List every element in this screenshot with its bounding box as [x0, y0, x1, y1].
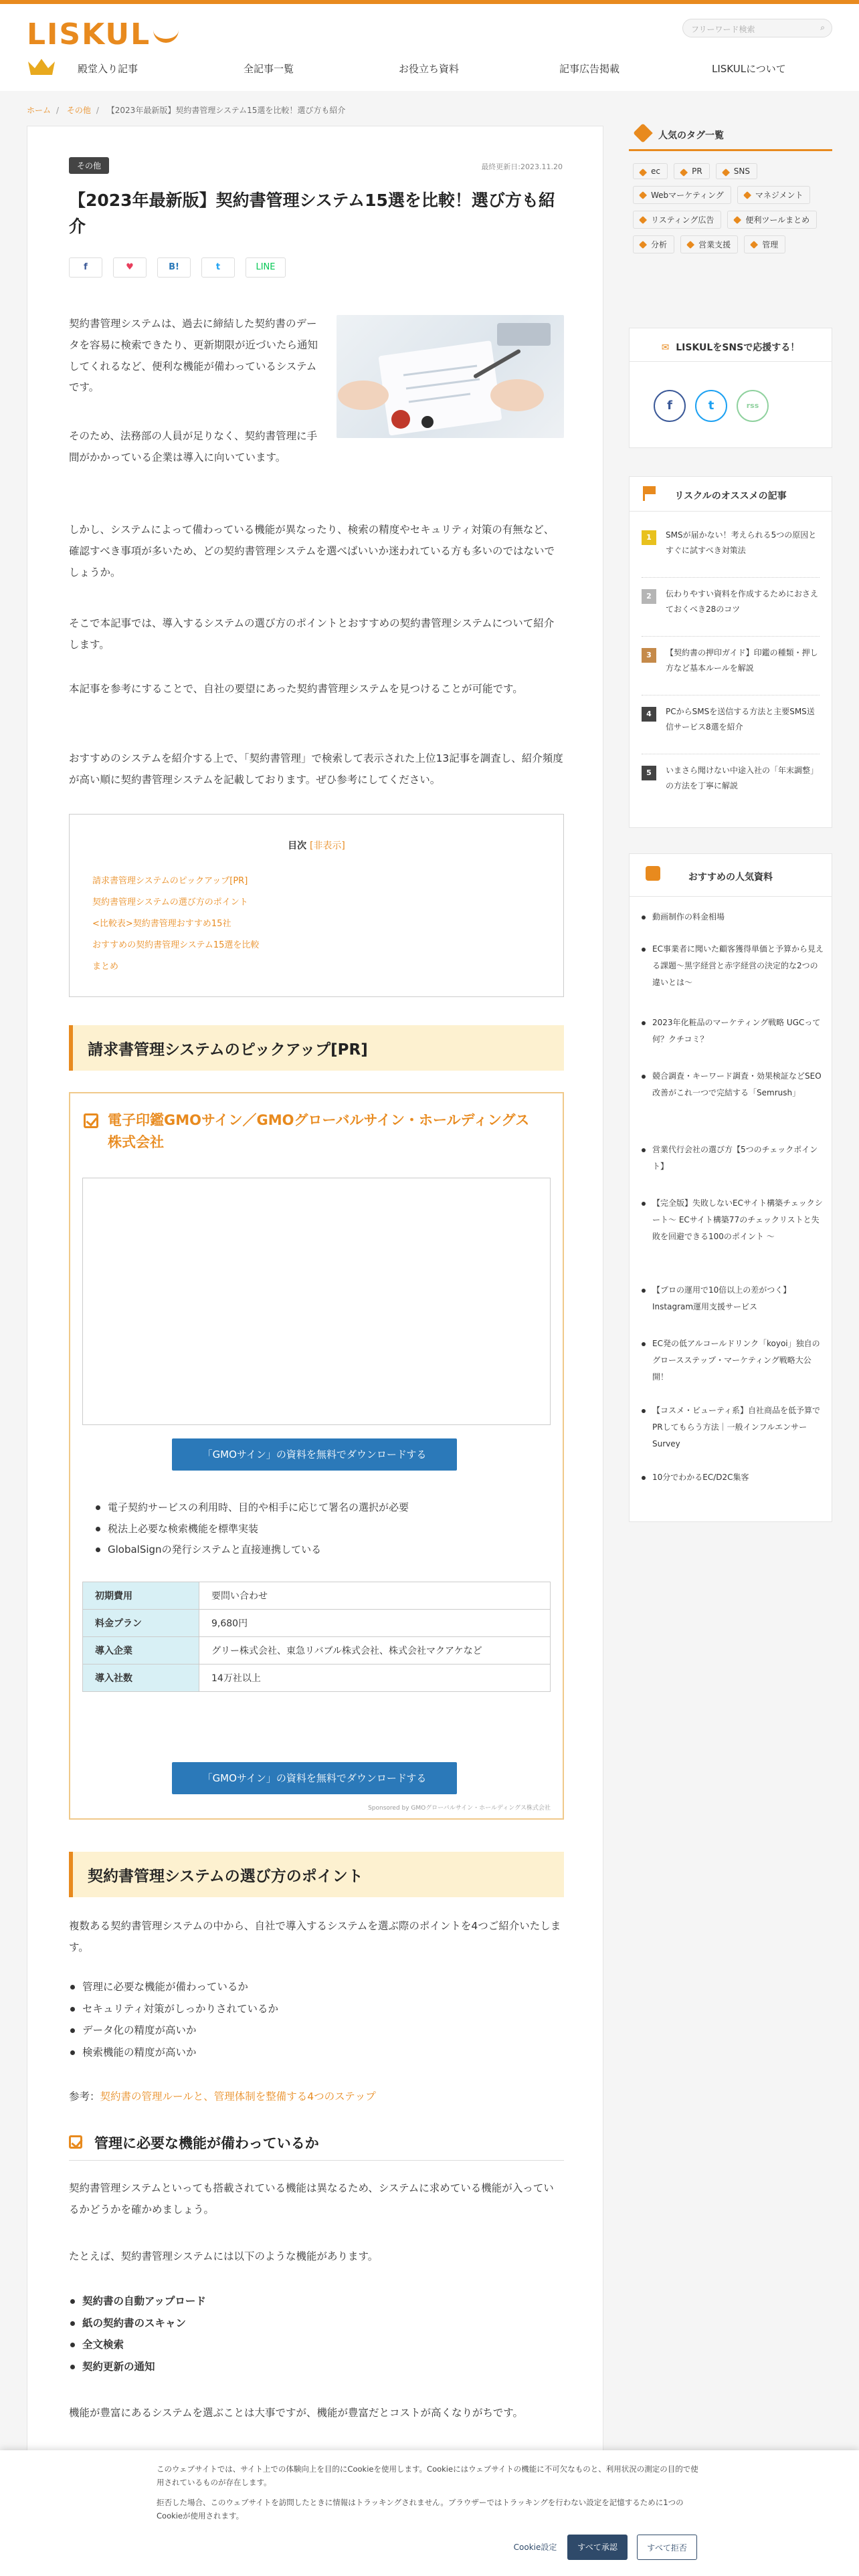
- mail-icon: ✉: [661, 342, 670, 353]
- cookie-text-2: 拒否した場合、このウェブサイトを訪問したときに情報はトラッキングされません。ブラウザーではトラッキングを行わない設定を記憶するために1つのCookieが使用されます。: [157, 2498, 684, 2521]
- functions-paragraph-1: 契約書管理システムといっても搭載されている機能は異なるため、システムに求めている機能が入っているかどうかを確かめましょう。: [69, 2182, 554, 2216]
- sns-heading: ✉ LISKULをSNSで応援する！: [630, 328, 832, 362]
- intro-paragraph-6: おすすめのシステムを紹介する上で、「契約書管理」で検索して表示された上位13記事を調査し、紹介頻度が高い順に契約書管理システムを記載しております。ぜひ参考にしてください。: [69, 752, 563, 786]
- flag-icon: [643, 486, 656, 501]
- intro-paragraph-2: そのため、法務部の人員が足りなく、契約書管理に手間がかかっている企業は導入に向いています。: [69, 430, 318, 463]
- popular-item[interactable]: 2023年化粧品のマーケティング戦略 UGCって何？クチコミ？: [642, 1014, 825, 1048]
- table-row: 料金プラン 9,680円: [83, 1610, 551, 1637]
- liskul-logo[interactable]: LISKUL: [27, 17, 179, 51]
- page-title: 【2023年最新版】契約書管理システム15選を比較！選び方も紹介: [69, 191, 555, 236]
- pr-media-placeholder: [82, 1178, 551, 1425]
- list-item: 電子契約サービスの利用時、目的や相手に応じて署名の選択が必要: [96, 1497, 409, 1519]
- toc-item[interactable]: 請求書管理システムのピックアップ[PR]: [92, 876, 248, 886]
- intro-paragraph-3: しかし、システムによって備わっている機能が異なったり、検索の精度やセキュリティ対策の有無など、確認すべき事項が多いため、どの契約書管理システムを選べばいいか迷われている方も多いのではないでしょうか。: [69, 524, 555, 578]
- share-pocket-button[interactable]: ♥: [113, 257, 147, 278]
- sidebar-ranking: [629, 476, 832, 828]
- list-item: 検索機能の精度が高いか: [69, 2042, 278, 2064]
- toc-toggle-button[interactable]: [非表示]: [309, 841, 345, 851]
- popular-item[interactable]: 競合調査・キーワード調査・効果検証などSEO改善がこれ一つで完結する「Semrush」: [642, 1068, 825, 1101]
- download-button-bottom[interactable]: 「GMOサイン」の資料を無料でダウンロードする: [172, 1762, 457, 1794]
- logo-swoosh-icon: [153, 29, 179, 43]
- heading-selection-points: 契約書管理システムの選び方のポイント: [69, 1852, 564, 1897]
- heading-required-functions: 管理に必要な機能が備わっているか: [69, 2130, 564, 2161]
- download-button-top[interactable]: 「GMOサイン」の資料を無料でダウンロードする: [172, 1438, 457, 1471]
- toc-title: 目次 [非表示]: [288, 841, 345, 851]
- toc-item[interactable]: まとめ: [92, 962, 119, 972]
- tag-item[interactable]: 分析: [633, 235, 674, 253]
- table-of-contents: [69, 814, 564, 997]
- pr-feature-list: [96, 1497, 409, 1561]
- list-item: 紙の契約書のスキャン: [69, 2313, 206, 2335]
- toc-item[interactable]: 契約書管理システムの選び方のポイント: [92, 897, 248, 907]
- table-row: 初期費用 要問い合わせ: [83, 1582, 551, 1610]
- sponsor-note: Sponsored by GMOグローバルサイン・ホールディングス株式会社: [368, 1805, 551, 1812]
- cookie-settings-button[interactable]: Cookie設定: [513, 2543, 557, 2552]
- nav-hall-of-fame[interactable]: 殿堂入り記事: [78, 63, 138, 75]
- popular-item[interactable]: 【コスメ・ビューティ系】自社商品を低予算でPRしてもらう方法｜一般インフルエンサーSurvey: [642, 1402, 825, 1453]
- pr-spec-table: [82, 1582, 551, 1692]
- share-facebook-button[interactable]: f: [69, 257, 102, 278]
- ranking-heading: リスクルのオススメの記事: [630, 477, 832, 512]
- toc-item[interactable]: <比較表>契約書管理おすすめ15社: [92, 919, 231, 929]
- popular-item[interactable]: 10分でわかるEC/D2C集客: [642, 1469, 825, 1486]
- share-hatena-button[interactable]: B!: [157, 257, 191, 278]
- reference-link[interactable]: 契約書の管理ルールと、管理体制を整備する4つのステップ: [100, 2090, 376, 2103]
- list-item: データ化の精度が高いか: [69, 2020, 278, 2042]
- updated-date: 最終更新日:2023.11.20: [481, 163, 563, 171]
- popular-item[interactable]: 【プロの運用で10倍以上の差がつく】Instagram運用支援サービス: [642, 1282, 825, 1315]
- sidebar-popular-resources: [629, 853, 832, 1522]
- ranking-item[interactable]: 5 いまさら聞けない中途入社の「年末調整」の方法を丁寧に解説: [642, 763, 820, 794]
- intro-paragraph-1: 契約書管理システムは、過去に締結した契約書のデータを容易に検索できたり、更新期限が近づいたら通知してくれるなど、便利な機能が備わっているシステムです。: [69, 318, 318, 394]
- nav-ad-listing[interactable]: 記事広告掲載: [559, 63, 620, 75]
- share-line-button[interactable]: LINE: [246, 257, 286, 278]
- article-main: [27, 126, 603, 2573]
- nav-all-articles[interactable]: 全記事一覧: [244, 63, 294, 75]
- list-item: 契約更新の通知: [69, 2356, 206, 2378]
- intro-paragraph-4: そこで本記事では、導入するシステムの選び方のポイントとおすすめの契約書管理システムについて紹介します。: [69, 617, 555, 651]
- heading-pickup: 請求書管理システムのピックアップ[PR]: [69, 1025, 564, 1071]
- tag-item[interactable]: マネジメント: [737, 186, 811, 204]
- tag-item[interactable]: ec: [633, 163, 668, 179]
- breadcrumb-category[interactable]: その他: [66, 106, 91, 115]
- thumbs-up-icon: [646, 866, 660, 881]
- nav-resources[interactable]: お役立ち資料: [399, 63, 460, 75]
- list-item: 契約書の自動アップロード: [69, 2290, 206, 2313]
- list-item: 管理に必要な機能が備わっているか: [69, 1976, 278, 1998]
- accept-all-button[interactable]: すべて承認: [567, 2535, 628, 2560]
- list-item: 全文検索: [69, 2334, 206, 2356]
- tag-item[interactable]: 管理: [744, 235, 785, 253]
- contract-signing-image: [337, 315, 564, 438]
- category-badge[interactable]: その他: [69, 157, 109, 174]
- ranking-item[interactable]: 4 PCからSMSを送信する方法と主要SMS送信サービス8選を紹介: [642, 704, 820, 735]
- sidebar-tags: [629, 118, 832, 289]
- toc-item[interactable]: おすすめの契約書管理システム15選を比較: [92, 940, 260, 950]
- check-icon: [69, 2135, 82, 2149]
- popular-item[interactable]: 営業代行会社の選び方【5つのチェックポイント】: [642, 1142, 825, 1175]
- popular-heading: おすすめの人気資料: [630, 854, 832, 897]
- tag-cloud: [629, 151, 832, 260]
- ranking-item[interactable]: 1 SMSが届かない！考えられる5つの原因とすぐに試すべき対策法: [642, 528, 820, 558]
- list-item: セキュリティ対策がしっかりされているか: [69, 1998, 278, 2020]
- popular-item[interactable]: EC事業者に聞いた顧客獲得単価と予算から見える課題〜黒字経営と赤字経営の決定的な2つの違いとは〜: [642, 941, 825, 992]
- tag-item[interactable]: SNS: [716, 163, 757, 179]
- points-intro: 複数ある契約書管理システムの中から、自社で導入するシステムを選ぶ際のポイントを4つご紹介いたします。: [69, 1920, 561, 1953]
- global-nav: [0, 52, 859, 86]
- share-twitter-button[interactable]: t: [201, 257, 235, 278]
- breadcrumb-home[interactable]: ホーム: [27, 106, 52, 115]
- popular-item[interactable]: 動画制作の料金相場: [642, 909, 825, 926]
- search-input[interactable]: フリーワード検索 ⌕: [682, 19, 832, 37]
- reference-line: 参考：契約書の管理ルールと、管理体制を整備する4つのステップ: [69, 2090, 376, 2103]
- ranking-item[interactable]: 2 伝わりやすい資料を作成するためにおさえておくべき28のコツ: [642, 586, 820, 617]
- ranking-item[interactable]: 3 【契約書の押印ガイド】印鑑の種類・押し方など基本ルールを解説: [642, 645, 820, 676]
- nav-about[interactable]: LISKULについて: [712, 63, 786, 75]
- table-row: 導入企業 グリー株式会社、東急リバブル株式会社、株式会社マクアケなど: [83, 1637, 551, 1665]
- contract-illustration: [337, 315, 564, 438]
- functions-paragraph-2: たとえば、契約書管理システムには以下のような機能があります。: [69, 2250, 379, 2262]
- pr-pickup-box: [69, 1092, 564, 1820]
- popular-item[interactable]: EC発の低アルコールドリンク「koyoi」独自のグロースステップ・マーケティング戦略大公開！: [642, 1335, 825, 1386]
- tag-item[interactable]: Webマーケティング: [633, 186, 731, 204]
- search-icon[interactable]: ⌕: [820, 23, 825, 32]
- site-header: [0, 4, 859, 91]
- list-item: GlobalSignの発行システムと直接連携している: [96, 1539, 409, 1561]
- tags-heading: 人気のタグ一覧: [629, 118, 832, 151]
- sidebar-sns: [629, 328, 832, 448]
- points-list: [69, 1976, 278, 2063]
- table-row: 導入社数 14万社以上: [83, 1665, 551, 1692]
- sns-rss-button[interactable]: rss: [737, 390, 769, 422]
- breadcrumb-current: 【2023年最新版】契約書管理システム15選を比較！選び方も紹介: [106, 106, 346, 115]
- crown-icon: [27, 56, 56, 78]
- tag-icon: [633, 123, 652, 142]
- list-item: 税法上必要な検索機能を標準実装: [96, 1519, 409, 1540]
- reject-all-button[interactable]: すべて拒否: [637, 2535, 697, 2560]
- tag-item[interactable]: 便利ツールまとめ: [727, 211, 817, 229]
- breadcrumb: ホーム / その他 / 【2023年最新版】契約書管理システム15選を比較！選び方も紹介: [27, 106, 346, 115]
- tag-item[interactable]: 営業支援: [680, 235, 738, 253]
- tag-item[interactable]: リスティング広告: [633, 211, 721, 229]
- intro-paragraph-5: 本記事を参考にすることで、自社の要望にあった契約書管理システムを見つけることが可能です。: [69, 683, 523, 695]
- pr-title[interactable]: 電子印鑑GMOサイン／GMOグローバルサイン・ホールディングス株式会社: [84, 1109, 539, 1153]
- sns-facebook-button[interactable]: f: [654, 390, 686, 422]
- check-icon: [84, 1113, 98, 1128]
- functions-paragraph-3: 機能が豊富にあるシステムを選ぶことは大事ですが、機能が豊富だとコストが高くなりがちです。: [69, 2407, 524, 2419]
- cookie-consent-banner: [0, 2450, 859, 2576]
- functions-list: [69, 2290, 206, 2377]
- cookie-text-1: このウェブサイトでは、サイト上での体験向上を目的にCookieを使用します。Cookieにはウェブサイトの機能に不可欠なものと、利用状況の測定の目的で使用されているものが存在します。: [157, 2464, 698, 2488]
- tag-item[interactable]: PR: [674, 163, 710, 179]
- popular-item[interactable]: 【完全版】失敗しないECサイト構築チェックシート〜 ECサイト構築77のチェックリストと失敗を回避できる100のポイント 〜: [642, 1195, 825, 1246]
- sns-twitter-button[interactable]: t: [695, 390, 727, 422]
